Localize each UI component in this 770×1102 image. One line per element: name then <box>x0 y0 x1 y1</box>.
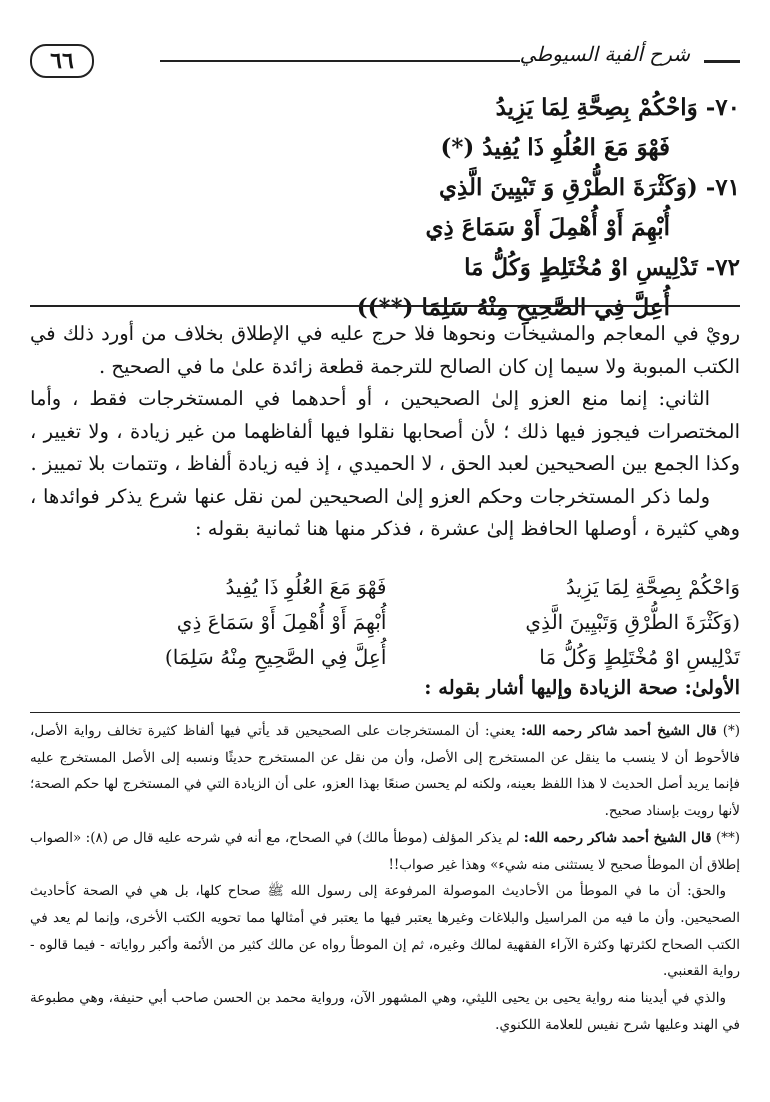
footnote-author: قال الشيخ أحمد شاكر رحمه الله: <box>521 723 717 739</box>
paragraph: الثاني: إنما منع العزو إلىٰ الصحيحين ، أو أحدهما في المستخرجات فقط ، وأما المختصرات فيجوز فيها ذلك ؛ لأن أصحابها نقلوا فيها ألفاظهما من غير زيادة ، ولا تغيير ، وكذا الجمع بين الصحيحين لعبد الحق ، لا الحميدي ، إذ فيه زيادة ألفاظ ، وتتمات بلا تمييز . <box>30 387 740 475</box>
verse-line: فَهْوَ مَعَ العُلُوِ ذَا يُفِيدُ (*) <box>440 134 670 161</box>
section-heading: الأولىٰ: صحة الزيادة وإليها أشار بقوله : <box>424 676 740 699</box>
poem-block <box>60 570 740 675</box>
verse-line: ٧٠- وَاحْكُمْ بِصِحَّةِ لِمَا يَزِيدُ <box>495 94 740 121</box>
footnote-mark: (**) <box>715 829 740 846</box>
poem-hemistich-left: فَهْوَ مَعَ العُلُوِ ذَا يُفِيدُ <box>225 575 387 599</box>
footnote-paragraph: والحق: أن ما في الموطأ من الأحاديث الموصولة المرفوعة إلى رسول الله ﷺ صحاح كلها، بل هي في الصحة كأحاديث الصحيحين. وأن ما فيه من المراسيل والبلاغات وغيرها يعتبر فيها ما يعتبر في أمثالها مما تحويه الكتب الأخرى، وإنما لم يعد في الكتب الصحاح لكثرتها وكثرة الآراء الفقهية لمالك وغيره، ثم إن الموطأ رواه عن مالك كثير من الأئمة وأكبر رواياته - فيما قالوه - رواية القعنبي. <box>30 883 740 980</box>
verse-line: ٧٢- تَدْلِيسِ اوْ مُخْتَلِطٍ وَكُلُّ مَا <box>464 254 740 281</box>
verse-line: أُبْهِمَ أَوْ أُهْمِلَ أَوْ سَمَاعَ ذِي <box>425 214 670 241</box>
paragraph: ولما ذكر المستخرجات وحكم العزو إلىٰ الصحيحين لمن نقل عنها شرع يذكر فوائدها ، وهي كثيرة ، أوصلها الحافظ إلىٰ عشرة ، فذكر منها هنا ثمانية بقوله : <box>30 484 740 540</box>
verse-separator <box>30 305 740 307</box>
poem-hemistich-right: تَدْلِيسِ اوْ مُخْتَلِطٍ وَكُلُّ مَا <box>539 645 740 669</box>
body-text <box>30 318 740 546</box>
paragraph: رويْ في المعاجم والمشيخات ونحوها فلا حرج عليه في الإطلاق بخلاف من أورد ذلك في الكتب المبوبة ولا سيما إن كان الصالح للترجمة قطعة زائدة علىٰ ما في الصحيح . <box>30 322 740 378</box>
footnote-mark: (*) <box>722 723 740 739</box>
poem-hemistich-left: أُعِلَّ فِي الصَّحِيحِ مِنْهُ سَلِمَا) <box>164 645 387 669</box>
page-header <box>30 40 740 80</box>
poem-row <box>60 570 740 605</box>
footnote-paragraph: والذي في أيدينا منه رواية يحيى بن يحيى الليثي، وهي المشهور الآن، ورواية محمد بن الحسن صاحب أبي حنيفة، وهي مطبوعة في الهند وعليها شرح نفيس للعلامة اللكنوي. <box>30 990 740 1033</box>
verse-line: ٧١- (وَكَثْرَةَ الطُّرْقِ وَ تَبْيِينَ الَّذِي <box>438 174 740 201</box>
book-title: شرح ألفية السيوطي <box>519 42 690 66</box>
page-number: ٦٦ <box>30 44 94 78</box>
poem-row <box>60 640 740 675</box>
footnote-author: قال الشيخ أحمد شاكر رحمه الله: <box>523 829 712 846</box>
verse-block <box>150 88 740 328</box>
footnote <box>30 825 740 878</box>
poem-hemistich-right: (وَكَثْرَةَ الطُّرْقِ وَتَبْيِينَ الَّذِي <box>525 610 740 634</box>
footnote <box>30 718 740 825</box>
poem-hemistich-left: أُبْهِمَ أَوْ أُهْمِلَ أَوْ سَمَاعَ ذِي <box>176 610 387 634</box>
header-rule <box>160 60 520 62</box>
footnote-separator <box>30 712 740 713</box>
footnote-text: يعني: أن المستخرجات على الصحيحين قد يأتي فيها ألفاظ كثيرة تخالف رواية الأصل، فالأحوط أن لا ينسب ما ينقل عن المستخرج إلى الأصل، وأن من نقل عن المستخرج حديثًا ونسبه إلى الأصل المستخرج عليه فإنما يريد أصل الحديث لا هذا اللفظ بعينه، ولكنه لم يحسن صنعًا بهذا العزو، على أن الزيادة التي في المستخرج لها حكم الصحة؛ لأنها رويت بإسناد صحيح. <box>30 723 740 820</box>
poem-row <box>60 605 740 640</box>
header-dash <box>704 60 740 63</box>
footnote-text: لم يذكر المؤلف (موطأ مالك) في الصحاح، مع أنه في شرحه عليه قال ص (٨): «الصواب إطلاق أن الموطأ صحيح لا يستثنى منه شيء» وهذا غير صواب!! <box>30 829 740 873</box>
verse-line: أُعِلَّ فِي الصَّحِيحِ مِنْهُ سَلِمَا (**)) <box>356 294 670 321</box>
poem-hemistich-right: وَاحْكُمْ بِصِحَّةِ لِمَا يَزِيدُ <box>566 575 740 599</box>
footnotes <box>30 718 740 1038</box>
